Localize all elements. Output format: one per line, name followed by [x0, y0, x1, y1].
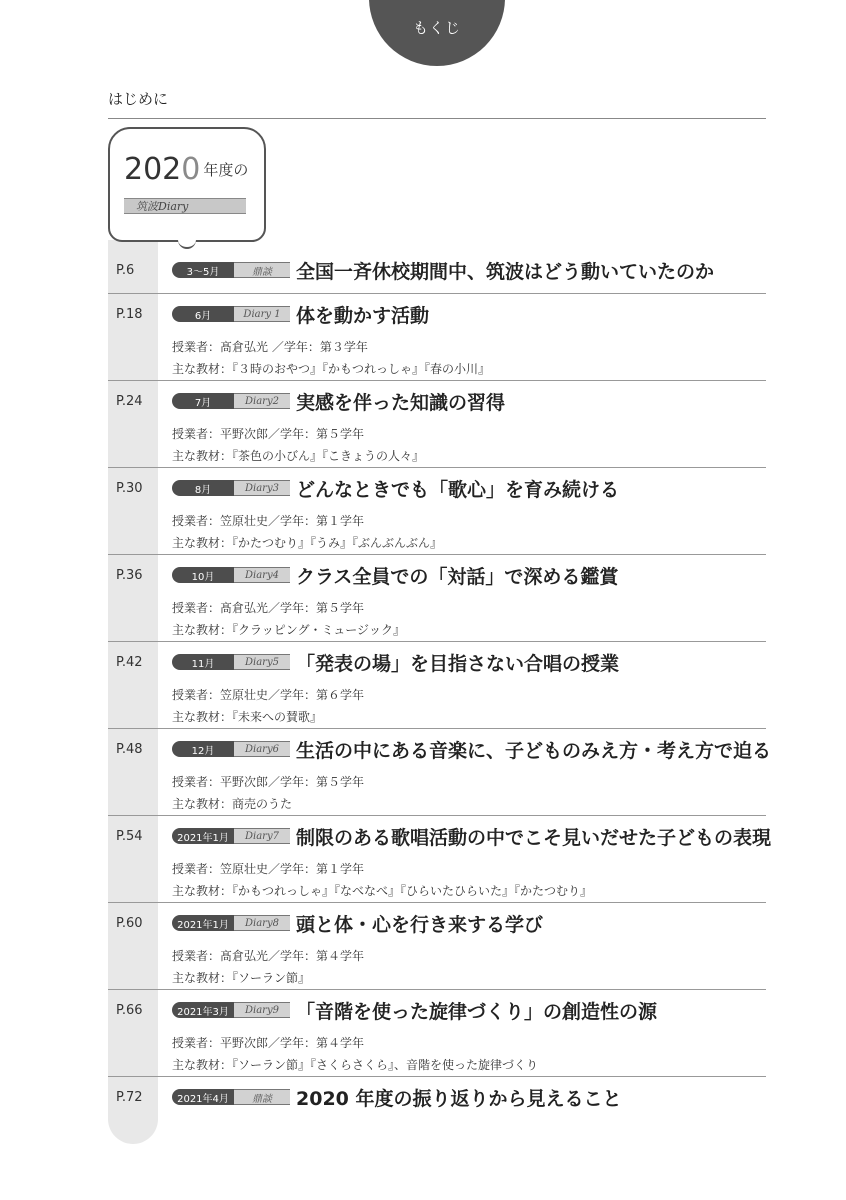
entry-materials: 主な教材：『ソーラン節』『さくらさくら』、音階を使った旋律づくり	[172, 1058, 539, 1072]
intro-label: はじめに	[108, 90, 169, 108]
badge-month: 8月	[172, 480, 234, 496]
entry-title: 2020 年度の振り返りから見えること	[296, 1088, 622, 1110]
book-title	[124, 152, 249, 187]
entry-title: どんなときでも「歌心」を育み続ける	[296, 479, 620, 501]
entry-materials: 主な教材：『かたつむり』『うみ』『ぶんぶんぶん』	[172, 536, 443, 550]
page-number: P.24	[116, 394, 143, 409]
month-badge	[172, 480, 290, 496]
toc-entry[interactable]	[108, 816, 772, 903]
badge-tag: Diary8	[234, 915, 290, 931]
book-year-last: 0	[181, 152, 201, 187]
badge-tag: Diary7	[234, 828, 290, 844]
badge-month: 11月	[172, 654, 234, 670]
toc-entry[interactable]	[108, 381, 766, 468]
badge-tag: Diary4	[234, 567, 290, 583]
book-year: 202	[124, 152, 182, 187]
month-badge	[172, 828, 290, 844]
toc-entry[interactable]	[108, 729, 772, 816]
badge-tag: Diary2	[234, 393, 290, 409]
entry-teacher: 授業者：笠原壮史／学年：第１学年	[172, 514, 365, 528]
book-subtitle: 筑波Diary	[124, 198, 246, 214]
book-logo	[108, 127, 266, 242]
badge-tag: Diary9	[234, 1002, 290, 1018]
entry-title: クラス全員での「対話」で深める鑑賞	[296, 566, 619, 588]
entry-materials: 主な教材：『ソーラン節』	[172, 971, 311, 985]
entry-title: 頭と体・心を行き来する学び	[296, 914, 544, 936]
toc-entry[interactable]	[108, 990, 766, 1077]
badge-tag: Diary5	[234, 654, 290, 670]
toc-entry[interactable]	[108, 555, 766, 642]
entry-title: 「音階を使った旋律づくり」の創造性の源	[296, 1001, 658, 1023]
toc-entry[interactable]	[108, 903, 766, 990]
month-badge	[172, 1002, 290, 1018]
toc-entry[interactable]	[108, 468, 766, 555]
toc-tab	[369, 0, 505, 66]
page-number: P.6	[116, 263, 135, 278]
entry-materials: 主な教材：『未来への賛歌』	[172, 710, 323, 724]
badge-tag: 鼎談	[234, 1089, 290, 1105]
entry-title: 「発表の場」を目指さない合唱の授業	[296, 653, 620, 675]
badge-month: 6月	[172, 306, 234, 322]
entry-teacher: 授業者：笠原壮史／学年：第１学年	[172, 862, 365, 876]
badge-month: 2021年1月	[172, 828, 234, 844]
badge-tag: Diary6	[234, 741, 290, 757]
toc-entry[interactable]	[108, 294, 766, 381]
badge-month: 2021年3月	[172, 1002, 234, 1018]
month-badge	[172, 654, 290, 670]
month-badge	[172, 262, 290, 278]
entry-teacher: 授業者：髙倉弘光／学年：第５学年	[172, 601, 365, 615]
page-number: P.54	[116, 829, 143, 844]
intro-heading[interactable]	[108, 88, 766, 119]
entry-title: 実感を伴った知識の習得	[296, 392, 506, 414]
badge-tag: 鼎談	[234, 262, 290, 278]
entry-title: 生活の中にある音楽に、子どものみえ方・考え方で迫る	[296, 740, 772, 762]
toc-tab-label: もくじ	[412, 19, 461, 37]
badge-month: 7月	[172, 393, 234, 409]
entry-title: 全国一斉休校期間中、筑波はどう動いていたのか	[296, 261, 715, 283]
badge-month: 12月	[172, 741, 234, 757]
book-suffix: 年度の	[203, 161, 249, 179]
toc-entry[interactable]	[108, 1077, 766, 1121]
entry-teacher: 授業者：平野次郎／学年：第５学年	[172, 427, 365, 441]
toc-list	[108, 250, 772, 1121]
entry-materials: 主な教材：『茶色の小びん』『こきょうの人々』	[172, 449, 425, 463]
entry-teacher: 授業者：平野次郎／学年：第４学年	[172, 1036, 365, 1050]
month-badge	[172, 567, 290, 583]
page-number: P.30	[116, 481, 143, 496]
entry-teacher: 授業者：髙倉弘光 ／学年：第３学年	[172, 340, 368, 354]
entry-materials: 主な教材：商売のうた	[172, 797, 293, 811]
month-badge	[172, 1089, 290, 1105]
entry-materials: 主な教材：『かもつれっしゃ』『なべなべ』『ひらいたひらいた』『かたつむり』	[172, 884, 593, 898]
page-number: P.18	[116, 307, 143, 322]
month-badge	[172, 741, 290, 757]
page-number: P.48	[116, 742, 143, 757]
entry-materials: 主な教材：『３時のおやつ』『かもつれっしゃ』『春の小川』	[172, 362, 491, 376]
toc-entry[interactable]	[108, 642, 766, 729]
page-number: P.66	[116, 1003, 143, 1018]
badge-month: 2021年1月	[172, 915, 234, 931]
entry-title: 体を動かす活動	[296, 305, 430, 327]
badge-month: 10月	[172, 567, 234, 583]
month-badge	[172, 393, 290, 409]
entry-teacher: 授業者：平野次郎／学年：第５学年	[172, 775, 365, 789]
page-number: P.72	[116, 1090, 143, 1105]
toc-entry[interactable]	[108, 250, 766, 294]
entry-materials: 主な教材：『クラッピング・ミュージック』	[172, 623, 406, 637]
month-badge	[172, 306, 290, 322]
page-number: P.42	[116, 655, 143, 670]
page-number: P.60	[116, 916, 143, 931]
entry-teacher: 授業者：笠原壮史／学年：第６学年	[172, 688, 365, 702]
badge-tag: Diary 1	[234, 306, 290, 322]
badge-tag: Diary3	[234, 480, 290, 496]
page-number: P.36	[116, 568, 143, 583]
book-notch	[178, 233, 196, 249]
month-badge	[172, 915, 290, 931]
badge-month: 3〜5月	[172, 262, 234, 278]
entry-teacher: 授業者：髙倉弘光／学年：第４学年	[172, 949, 365, 963]
entry-title: 制限のある歌唱活動の中でこそ見いだせた子どもの表現	[296, 827, 772, 849]
badge-month: 2021年4月	[172, 1089, 234, 1105]
